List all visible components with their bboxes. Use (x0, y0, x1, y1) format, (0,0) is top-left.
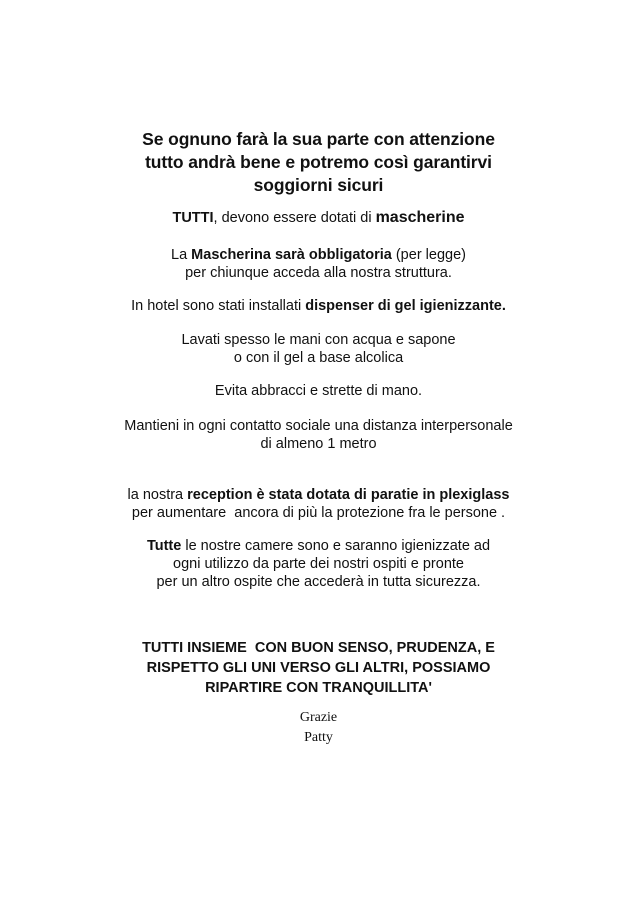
paragraph-line (0, 486, 637, 504)
paragraph-avoid-hugs (0, 382, 637, 400)
title-line-1: Se ognuno farà la sua parte con attenzione (142, 129, 495, 149)
closing-line-3: RIPARTIRE CON TRANQUILLITA' (205, 680, 432, 696)
paragraph-reception (0, 486, 637, 522)
paragraph-line: Mantieni in ogni contatto sociale una distanza interpersonale (124, 418, 513, 434)
paragraph-distance (0, 417, 637, 453)
closing-statement (0, 638, 637, 698)
bold-text: reception è stata dotata di paratie in plexiglass (187, 487, 510, 503)
paragraph-line: ogni utilizzo da parte dei nostri ospiti e pronte (173, 556, 464, 572)
paragraph-rooms (0, 537, 637, 591)
bold-text: Mascherina sarà obbligatoria (191, 247, 392, 263)
bold-text: TUTTI (172, 210, 214, 226)
paragraph-line: o con il gel a base alcolica (233, 350, 404, 366)
paragraph-line (0, 537, 637, 555)
text: In hotel sono stati installati (131, 298, 306, 314)
text: , devono essere dotati di (213, 210, 376, 226)
title-line-2: tutto andrà bene e potremo così garantirvi (145, 152, 492, 172)
paragraph-line (0, 297, 637, 315)
paragraph-line: di almeno 1 metro (260, 436, 377, 452)
paragraph-line (0, 246, 637, 264)
page-title (0, 128, 637, 197)
signature-thanks: Grazie (299, 710, 338, 725)
paragraph-mask-mandatory (0, 246, 637, 282)
text: (per legge) (391, 247, 466, 263)
paragraph-line: per aumentare ancora di più la protezione fra le persone . (131, 505, 506, 521)
closing-line-1: TUTTI INSIEME CON BUON SENSO, PRUDENZA, E (142, 640, 495, 656)
paragraph-line: per chiunque acceda alla nostra struttura. (185, 265, 452, 281)
paragraph-wash-hands (0, 331, 637, 367)
paragraph-line: Lavati spesso le mani con acqua e sapone (181, 332, 456, 348)
paragraph-line: Evita abbracci e strette di mano. (214, 383, 423, 399)
signature (0, 708, 637, 748)
signature-name: Patty (304, 730, 333, 745)
text: La (171, 247, 192, 263)
bold-text: mascherine (375, 209, 465, 226)
paragraph-line: per un altro ospite che accederà in tutta sicurezza. (156, 574, 481, 590)
bold-text: dispenser di gel igienizzante. (305, 298, 506, 314)
title-line-3: soggiorni sicuri (253, 175, 384, 195)
paragraph-dispenser (0, 297, 637, 315)
paragraph-masks-required (0, 209, 637, 227)
paragraph-line (0, 209, 637, 227)
text: la nostra (127, 487, 188, 503)
text: le nostre camere sono e saranno igienizzate ad (181, 538, 491, 554)
closing-line-2: RISPETTO GLI UNI VERSO GLI ALTRI, POSSIAMO (146, 660, 491, 676)
bold-text: Tutte (146, 538, 182, 554)
